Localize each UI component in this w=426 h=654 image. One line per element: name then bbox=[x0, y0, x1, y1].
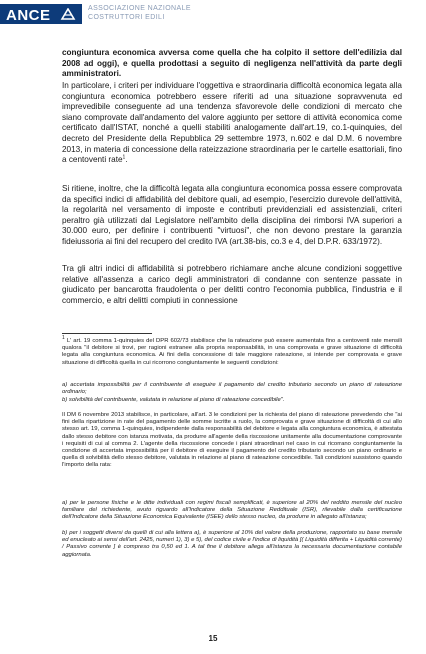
footnote-number: 1 bbox=[62, 335, 65, 342]
logo-mark-icon bbox=[60, 8, 76, 20]
body-paragraph-2: In particolare, i criteri per individuare l'oggettiva e straordinaria difficoltà economica legata alla congiuntura economica potrebbero essere riferiti ad una situazione sopravvenuta ed imprevedibile conseguente ad una tendenza sfavorevole delle condizioni di mercato che siano comprovate dall'andamento del valore aggiunto per settore di attività economica come certificato dall'ISTAT, nonché a quelli stabiliti analogamente dall'art.19, co.1-quinquies, del decreto del Presidente della Repubblica 29 settembre 1973, n.602 e dal D.M. 6 novembre 2013, in materia di concessione della rateizzazione straordinaria per le cartelle esattoriali, fino a centoventi rate$^1$. bbox=[62, 81, 402, 165]
footnote-item-b: b) solvibilità del contribuente, valutata in relazione al piano di rateazione concedibile". bbox=[62, 397, 285, 403]
page-header bbox=[0, 0, 426, 34]
footnote-separator bbox=[62, 333, 152, 334]
footnote-condition-b: b) per i soggetti diversi da quelli di cui alla lettera a), è superiore al 10% del valore della produzione, rapportato su base mensile ed enucleato ai sensi dell'art. 2425, numeri 1), 3) e 5), del codice civile e l'indice di liquidità [( Liquidità differita + Liquidità corrente) / Passivo corrente ] è compreso tra 0,50 ed 1. A tal fine il debitore allega all'istanza la necessaria documentazione contabile aggiornata. bbox=[62, 530, 402, 558]
footnote-1 bbox=[62, 335, 403, 367]
page-number: 15 bbox=[208, 634, 218, 643]
footnote-dm-text: Il DM 6 novembre 2013 stabilisce, in particolare, all'art. 3 le condizioni per la richiesta del piano di rateazione prevedendo che "ai fini della ripartizione in rate del pagamento delle somme iscritte a ruolo, la comprovata e grave situazione di difficoltà di cui allo stesso art. 19, comma 1-quinquies, indipendente dalla responsabilità del debitore e legata alla congiuntura economica, è attestata dallo stesso debitore con istanza motivata, da produrre all'agente della riscossione unitamente alla documentazione comprovante i requisiti di cui al comma 2. L'agente della riscossione concede i piani straordinari nel caso in cui ricorrano congiuntamente la condizione di accertata impossibilità per il debitore di eseguire il pagamento del credito tributario secondo un piano ordinario e quella di solvibilità dello stesso debitore, valutata in relazione al piano di rateazione concedibile. Tali condizioni sussistono quando l'importo della rata: bbox=[62, 412, 402, 469]
org-name bbox=[88, 5, 191, 22]
ance-logo bbox=[0, 4, 82, 24]
footnote-item-a: a) accertata impossibilità per il contribuente di eseguire il pagamento del credito tributario secondo un piano di rateazione ordinario; bbox=[62, 382, 402, 396]
paragraph-2-text: In particolare, i criteri per individuare l'oggettiva e straordinaria difficoltà economica legata alla congiuntura economica potrebbero essere riferiti ad una situazione sopravvenuta ed imprevedibile conseguente ad una tendenza sfavorevole delle condizioni di mercato che siano comprovate dall'andamento del valore aggiunto per settore di attività economica come certificato dall'ISTAT, nonché a quelli stabiliti analogamente dall'art.19, co.1-quinquies, del decreto del Presidente della Repubblica 29 settembre 1973, n.602 e dal D.M. 6 novembre 2013, in materia di concessione della rateizzazione straordinaria per le cartelle esattoriali, fino a centoventi rate bbox=[62, 81, 402, 165]
footnote-condition-a: a) per le persone fisiche e le ditte individuali con regimi fiscali semplificati, è superiore al 20% del reddito mensile del nucleo familiare del richiedente, avuto riguardo all'Indicatore della Situazione Reddituale (ISR), rilevabile dalla certificazione dell'Indicatore della Situazione Economica Equivalente (ISEE) dello stesso nucleo, da produrre in allegato all'istanza; bbox=[62, 500, 402, 521]
footnote-ref-1[interactable]: 1 bbox=[122, 154, 126, 161]
body-paragraph-1: congiuntura economica avversa come quella che ha colpito il settore dell'edilizia dal 2008 ad oggi), e quella prodottasi a seguito di negligenza nell'attività da parte degli amministratori. bbox=[62, 48, 402, 79]
logo-text: ANCE bbox=[6, 7, 51, 24]
footnote-1-text: L' art. 19 comma 1-quinquies del DPR 602/73 stabilisce che la rateazione può essere aumentata fino a centoventi rate mensili qualora "il debitore si trovi, per ragioni estranee alla propria responsabilità, in una comprovata e grave situazione di difficoltà legata alla congiuntura economica. Ai fini della concessione di tale maggiore rateazione, si intende per comprovata e grave situazione di difficoltà quella in cui ricorrono congiuntamente le seguenti condizioni: bbox=[62, 338, 403, 366]
org-name-line2: COSTRUTTORI EDILI bbox=[88, 13, 165, 21]
body-paragraph-3: Si ritiene, inoltre, che la difficoltà legata alla congiuntura economica possa essere comprovata da specifici indici di affidabilità del debitore quali, ad esempio, l'esercizio durevole dell'attività, la regolarità nel versamento di imposte e contributi previdenziali ed assistenziali, criteri peraltro già utilizzati dal Legislatore nell'ambito della disciplina dei rimborsi IVA superiori a 30.000 euro, per definire i contribuenti "virtuosi", che non devono prestare la garanzia fideiussoria ai fini del recupero del credito IVA (art.38-bis, co.3 e 4, del D.P.R. 633/1972). bbox=[62, 184, 402, 246]
org-name-line1: ASSOCIAZIONE NAZIONALE bbox=[88, 5, 191, 12]
body-paragraph-4: Tra gli altri indici di affidabilità si potrebbero richiamare anche alcune condizioni soggettive relative all'assenza a carico degli amministratori di condanne con sentenze passate in giudicato per bancarotta fraudolenta o per delitti contro l'economia pubblica, l'industria e il commercio, e altri delitti compiuti in connessione bbox=[62, 264, 402, 305]
